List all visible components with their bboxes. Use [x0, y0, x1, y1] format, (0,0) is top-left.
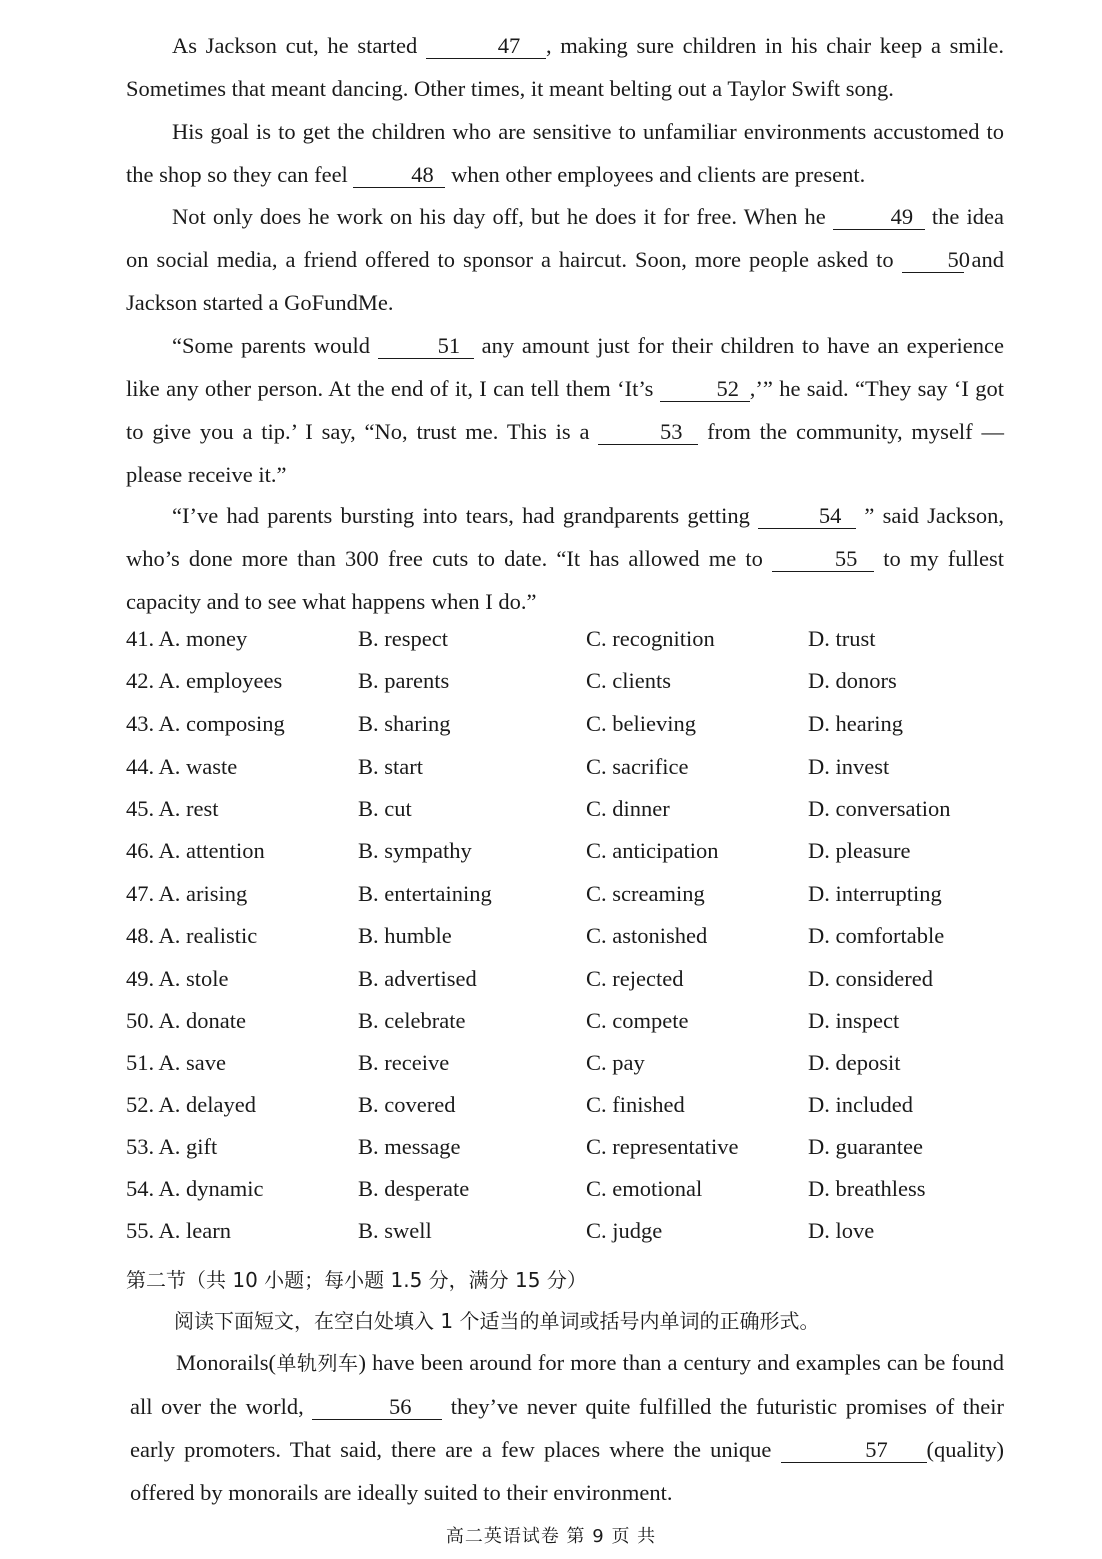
option-a: 42. A. employees — [126, 668, 283, 693]
option-row — [126, 796, 1004, 838]
text: , making sure children in his chair keep a smile. Sometimes that meant dancing. Other times, it meant belting out a Taylor Swift song. — [126, 33, 1004, 101]
option-row — [126, 1176, 1004, 1218]
text: to my fullest capacity and to see what happens when I do.” — [126, 546, 1005, 614]
option-c: C. pay — [586, 1050, 645, 1075]
option-a: 55. A. learn — [126, 1218, 231, 1243]
option-b: B. desperate — [358, 1176, 470, 1201]
option-c: C. judge — [586, 1218, 663, 1243]
option-d: D. conversation — [808, 796, 951, 821]
option-c: C. rejected — [586, 966, 684, 991]
paragraph-49-50 — [126, 195, 1004, 324]
text: and Jackson started a GoFundMe. — [126, 247, 1004, 315]
text: ,’” he said. “They say ‘I got to give you a tip.’ I say, “No, trust me. This is a — [126, 376, 1005, 444]
option-c: C. believing — [586, 711, 696, 736]
text: they’ve never quite fulfilled the futuristic promises of their early promoters. That said, there are a few places where the unique — [130, 1394, 1005, 1462]
paragraph-51-53 — [126, 324, 1004, 496]
option-a: 41. A. money — [126, 626, 248, 651]
option-a: 52. A. delayed — [126, 1092, 256, 1117]
option-c: C. recognition — [586, 626, 715, 651]
blank-54: 54 — [758, 504, 856, 529]
option-a: 45. A. rest — [126, 796, 219, 821]
option-d: D. deposit — [808, 1050, 901, 1075]
option-b: B. covered — [358, 1092, 456, 1117]
option-b: B. parents — [358, 668, 450, 693]
blank-48: 48 — [353, 163, 445, 188]
option-d: D. donors — [808, 668, 897, 693]
text: (quality) offered by monorails are ideally suited to their environment. — [130, 1437, 1004, 1505]
option-b: B. sharing — [358, 711, 451, 736]
option-a: 47. A. arising — [126, 881, 248, 906]
option-a: 43. A. composing — [126, 711, 285, 736]
option-b: B. entertaining — [358, 881, 492, 906]
paragraph-48 — [126, 110, 1004, 196]
option-d: D. considered — [808, 966, 933, 991]
option-row — [126, 1134, 1004, 1176]
text: His goal is to get the children who are sensitive to unfamiliar environments accustomed to the shop so they can feel — [126, 119, 1004, 187]
text: Not only does he work on his day off, but he does it for free. When he — [172, 204, 833, 229]
option-row — [126, 1008, 1004, 1050]
option-b: B. start — [358, 754, 423, 779]
option-b: B. celebrate — [358, 1008, 466, 1033]
text: any amount just for their children to have an experience like any other person. At the end of it, I can tell them ‘It’s — [126, 333, 1004, 401]
option-row — [126, 754, 1004, 796]
option-c: C. compete — [586, 1008, 689, 1033]
text: As Jackson cut, he started — [172, 33, 426, 58]
option-d: D. invest — [808, 754, 890, 779]
option-a: 46. A. attention — [126, 838, 265, 863]
option-c: C. anticipation — [586, 838, 719, 863]
blank-51: 51 — [378, 334, 474, 359]
text: ) have been around for more than a century and examples can be found all over the world, — [130, 1350, 1005, 1419]
text: the idea on social media, a friend offered to sponsor a haircut. Soon, more people asked to — [126, 204, 1004, 272]
option-row — [126, 966, 1004, 1008]
chinese-gloss: 单轨列车 — [276, 1351, 359, 1375]
text: “I’ve had parents bursting into tears, had grandparents getting — [172, 503, 759, 528]
paragraph-47 — [126, 24, 1004, 110]
option-b: B. swell — [358, 1218, 432, 1243]
option-c: C. screaming — [586, 881, 705, 906]
option-d: D. guarantee — [808, 1134, 923, 1159]
option-c: C. finished — [586, 1092, 685, 1117]
option-c: C. sacrifice — [586, 754, 689, 779]
blank-47: 47 — [426, 34, 546, 59]
option-b: B. sympathy — [358, 838, 472, 863]
option-d: D. inspect — [808, 1008, 900, 1033]
paragraph-56-57 — [130, 1341, 1004, 1514]
option-row — [126, 1218, 1004, 1260]
option-b: B. respect — [358, 626, 448, 651]
option-row — [126, 626, 1004, 668]
text: when other employees and clients are present. — [445, 162, 866, 187]
option-a: 44. A. waste — [126, 754, 238, 779]
text: “Some parents would — [172, 333, 378, 358]
option-d: D. love — [808, 1218, 875, 1243]
option-a: 49. A. stole — [126, 966, 229, 991]
blank-57: 57 — [781, 1438, 927, 1463]
option-d: D. hearing — [808, 711, 903, 736]
page-footer: 高二英语试卷 第 9 页 共 — [445, 1526, 657, 1547]
text: from the community, myself — please receive it.” — [126, 419, 1004, 487]
option-row — [126, 668, 1004, 710]
blank-55: 55 — [772, 547, 874, 572]
text: ” said Jackson, who’s done more than 300 free cuts to date. “It has allowed me to — [126, 503, 1005, 571]
option-b: B. cut — [358, 796, 412, 821]
option-row — [126, 711, 1004, 753]
option-d: D. trust — [808, 626, 876, 651]
option-row — [126, 1092, 1004, 1134]
option-a: 54. A. dynamic — [126, 1176, 264, 1201]
option-a: 48. A. realistic — [126, 923, 258, 948]
option-a: 51. A. save — [126, 1050, 226, 1075]
option-d: D. breathless — [808, 1176, 926, 1201]
option-c: C. dinner — [586, 796, 670, 821]
blank-50: 50 — [902, 248, 964, 273]
paragraph-54-55 — [126, 494, 1004, 623]
option-row — [126, 881, 1004, 923]
option-a: 50. A. donate — [126, 1008, 246, 1033]
option-row — [126, 838, 1004, 880]
blank-56: 56 — [312, 1395, 442, 1420]
option-c: C. emotional — [586, 1176, 703, 1201]
option-c: C. clients — [586, 668, 671, 693]
text: Monorails( — [176, 1350, 276, 1375]
option-row — [126, 923, 1004, 965]
option-row — [126, 1050, 1004, 1092]
option-b: B. receive — [358, 1050, 450, 1075]
option-b: B. advertised — [358, 966, 477, 991]
section-instruction: 阅读下面短文，在空白处填入 1 个适当的单词或括号内单词的正确形式。 — [174, 1309, 820, 1333]
option-d: D. interrupting — [808, 881, 942, 906]
option-c: C. astonished — [586, 923, 708, 948]
option-b: B. humble — [358, 923, 452, 948]
option-a: 53. A. gift — [126, 1134, 218, 1159]
option-d: D. included — [808, 1092, 913, 1117]
section-heading: 第二节（共 10 小题；每小题 1.5 分，满分 15 分） — [126, 1268, 587, 1292]
option-b: B. message — [358, 1134, 461, 1159]
blank-52: 52 — [660, 377, 750, 402]
option-c: C. representative — [586, 1134, 739, 1159]
option-d: D. comfortable — [808, 923, 945, 948]
option-d: D. pleasure — [808, 838, 911, 863]
blank-49: 49 — [833, 205, 925, 230]
blank-53: 53 — [598, 420, 698, 445]
